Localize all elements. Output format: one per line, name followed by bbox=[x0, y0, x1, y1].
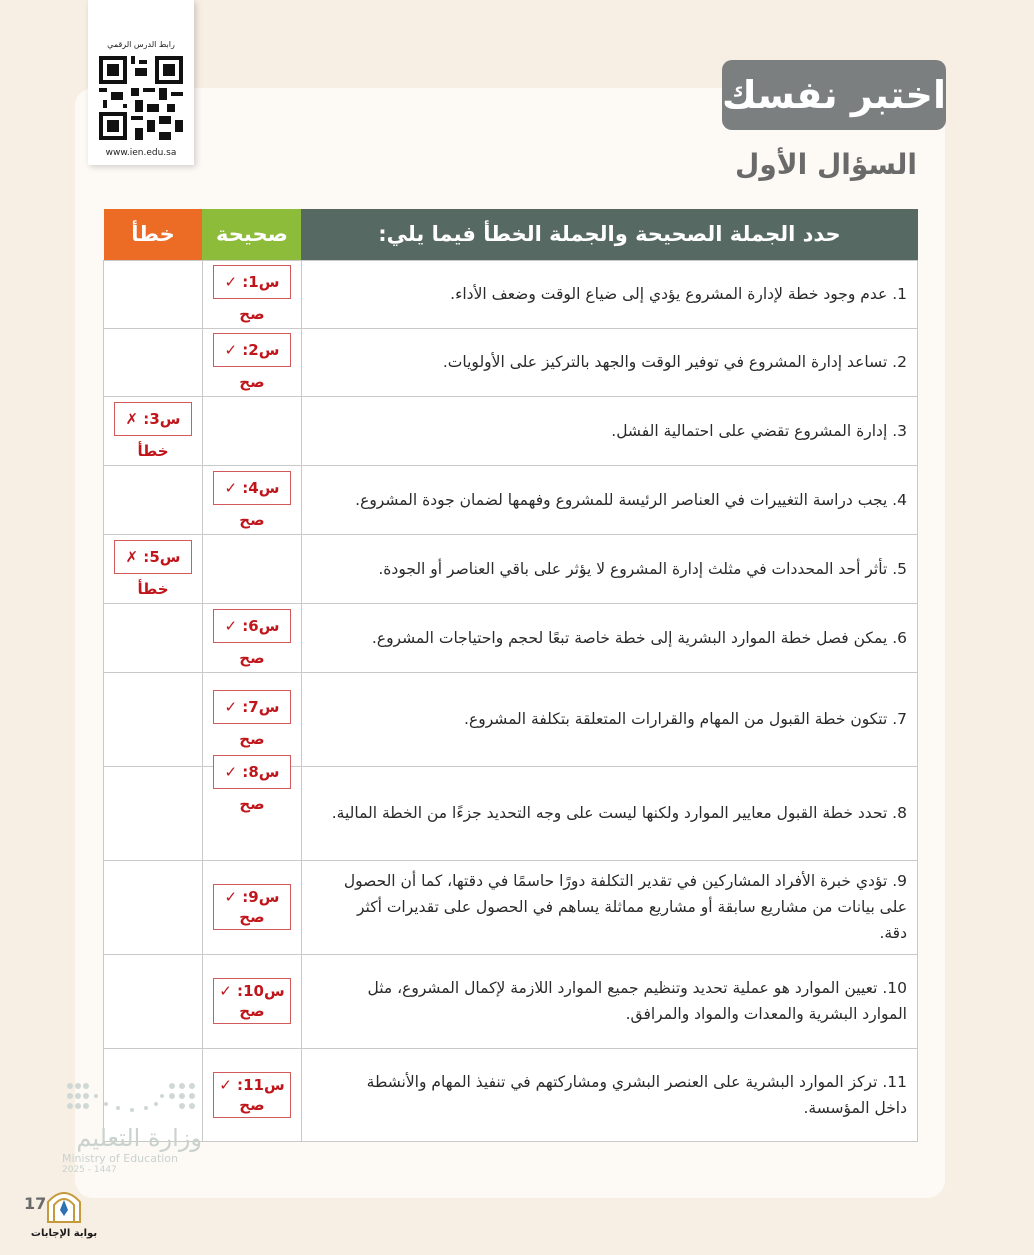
false-answer-cell[interactable] bbox=[104, 603, 203, 672]
answers-gate-logo[interactable] bbox=[30, 1186, 98, 1239]
true-answer-cell[interactable] bbox=[202, 762, 301, 860]
ministry-dots-icon bbox=[62, 1078, 202, 1118]
true-answer-cell[interactable] bbox=[202, 328, 301, 396]
true-false-table bbox=[103, 209, 918, 1142]
answer-mark: س8: ✓ صح bbox=[213, 755, 291, 789]
false-answer-cell[interactable] bbox=[104, 860, 203, 954]
false-answer-cell[interactable] bbox=[104, 396, 203, 465]
qr-url[interactable]: www.ien.edu.sa bbox=[105, 148, 177, 158]
test-yourself-badge: اختبر نفسك bbox=[722, 60, 946, 130]
table-row bbox=[104, 465, 918, 534]
statement-cell: 1. عدم وجود خطة لإدارة المشروع يؤدي إلى ضياع الوقت وضعف الأداء. bbox=[301, 260, 917, 328]
header-false: خطأ bbox=[104, 209, 203, 260]
false-answer-cell[interactable] bbox=[104, 260, 203, 328]
question-title: السؤال الأول bbox=[735, 148, 917, 181]
answer-mark: س6: ✓ صح bbox=[213, 609, 291, 643]
true-answer-cell[interactable] bbox=[202, 603, 301, 672]
ministry-year: 2025 - 1447 bbox=[62, 1165, 117, 1175]
table-row bbox=[104, 328, 918, 396]
answer-mark: س3: ✗ خطأ bbox=[114, 402, 192, 436]
ministry-logo bbox=[62, 1078, 202, 1175]
table-row bbox=[104, 860, 918, 954]
table-row bbox=[104, 260, 918, 328]
statement-cell: 7. تتكون خطة القبول من المهام والقرارات المتعلقة بتكلفة المشروع. bbox=[301, 672, 917, 766]
answer-mark: س1: ✓ صح bbox=[213, 265, 291, 299]
gate-label: بوابة الإجابات bbox=[30, 1228, 98, 1239]
answer-mark: س4: ✓ صح bbox=[213, 471, 291, 505]
ministry-name-ar: وزارة التعليم bbox=[76, 1124, 202, 1152]
answer-mark: س7: ✓ صح bbox=[213, 690, 291, 724]
qr-label: رابط الدرس الرقمي bbox=[107, 40, 175, 49]
true-answer-cell[interactable] bbox=[202, 396, 301, 465]
false-answer-cell[interactable] bbox=[104, 534, 203, 603]
answer-mark: س10: ✓ صح bbox=[213, 978, 291, 1024]
table-row bbox=[104, 766, 918, 860]
statement-cell: 5. تأثر أحد المحددات في مثلث إدارة المشروع لا يؤثر على باقي العناصر أو الجودة. bbox=[301, 534, 917, 603]
false-answer-cell[interactable] bbox=[104, 328, 203, 396]
qr-code-icon[interactable] bbox=[99, 56, 183, 140]
true-answer-cell[interactable] bbox=[202, 860, 301, 954]
false-answer-cell[interactable] bbox=[104, 954, 203, 1048]
gate-arch-icon bbox=[44, 1186, 84, 1224]
table-row bbox=[104, 603, 918, 672]
answer-mark: س5: ✗ خطأ bbox=[114, 540, 192, 574]
statement-cell: 3. إدارة المشروع تقضي على احتمالية الفشل. bbox=[301, 396, 917, 465]
false-answer-cell[interactable] bbox=[104, 465, 203, 534]
table-row bbox=[104, 1048, 918, 1141]
statement-cell: 10. تعيين الموارد هو عملية تحديد وتنظيم جميع الموارد اللازمة لإكمال المشروع، مثل الموارد البشرية والمعدات والمواد والمرافق. bbox=[301, 954, 917, 1048]
false-answer-cell[interactable] bbox=[104, 766, 203, 860]
qr-card[interactable] bbox=[88, 0, 194, 165]
table-row bbox=[104, 396, 918, 465]
ministry-name-en: Ministry of Education bbox=[62, 1152, 179, 1165]
answer-mark: س11: ✓ صح bbox=[213, 1072, 291, 1118]
table-row bbox=[104, 954, 918, 1048]
statement-cell: 8. تحدد خطة القبول معايير الموارد ولكنها ليست على وجه التحديد جزءًا من الخطة المالية. bbox=[301, 766, 917, 860]
true-answer-cell[interactable] bbox=[202, 534, 301, 603]
answer-mark: س2: ✓ صح bbox=[213, 333, 291, 367]
true-answer-cell[interactable] bbox=[202, 954, 301, 1048]
statement-cell: 11. تركز الموارد البشرية على العنصر البشري ومشاركتهم في تنفيذ المهام والأنشطة داخل المؤسسة. bbox=[301, 1048, 917, 1141]
statement-cell: 6. يمكن فصل خطة الموارد البشرية إلى خطة خاصة تبعًا لحجم واحتياجات المشروع. bbox=[301, 603, 917, 672]
statement-cell: 2. تساعد إدارة المشروع في توفير الوقت والجهد بالتركيز على الأولويات. bbox=[301, 328, 917, 396]
table-row bbox=[104, 672, 918, 766]
statement-cell: 4. يجب دراسة التغييرات في العناصر الرئيسة للمشروع وفهمها لضمان جودة المشروع. bbox=[301, 465, 917, 534]
false-answer-cell[interactable] bbox=[104, 672, 203, 766]
true-answer-cell[interactable] bbox=[202, 672, 301, 766]
true-answer-cell[interactable] bbox=[202, 260, 301, 328]
header-statement: حدد الجملة الصحيحة والجملة الخطأ فيما يلي: bbox=[301, 209, 917, 260]
header-true: صحيحة bbox=[202, 209, 301, 260]
statement-cell: 9. تؤدي خبرة الأفراد المشاركين في تقدير التكلفة دورًا حاسمًا في دقتها، كما أن الحصول على بيانات من مشاريع سابقة أو مشاريع مماثلة يساهم في الحصول على تقديرات أكثر دقة. bbox=[301, 860, 917, 954]
table-row bbox=[104, 534, 918, 603]
answer-mark: س9: ✓ صح bbox=[213, 884, 291, 930]
true-answer-cell[interactable] bbox=[202, 465, 301, 534]
page-number: 17 bbox=[24, 1194, 47, 1213]
true-answer-cell[interactable] bbox=[202, 1048, 301, 1141]
